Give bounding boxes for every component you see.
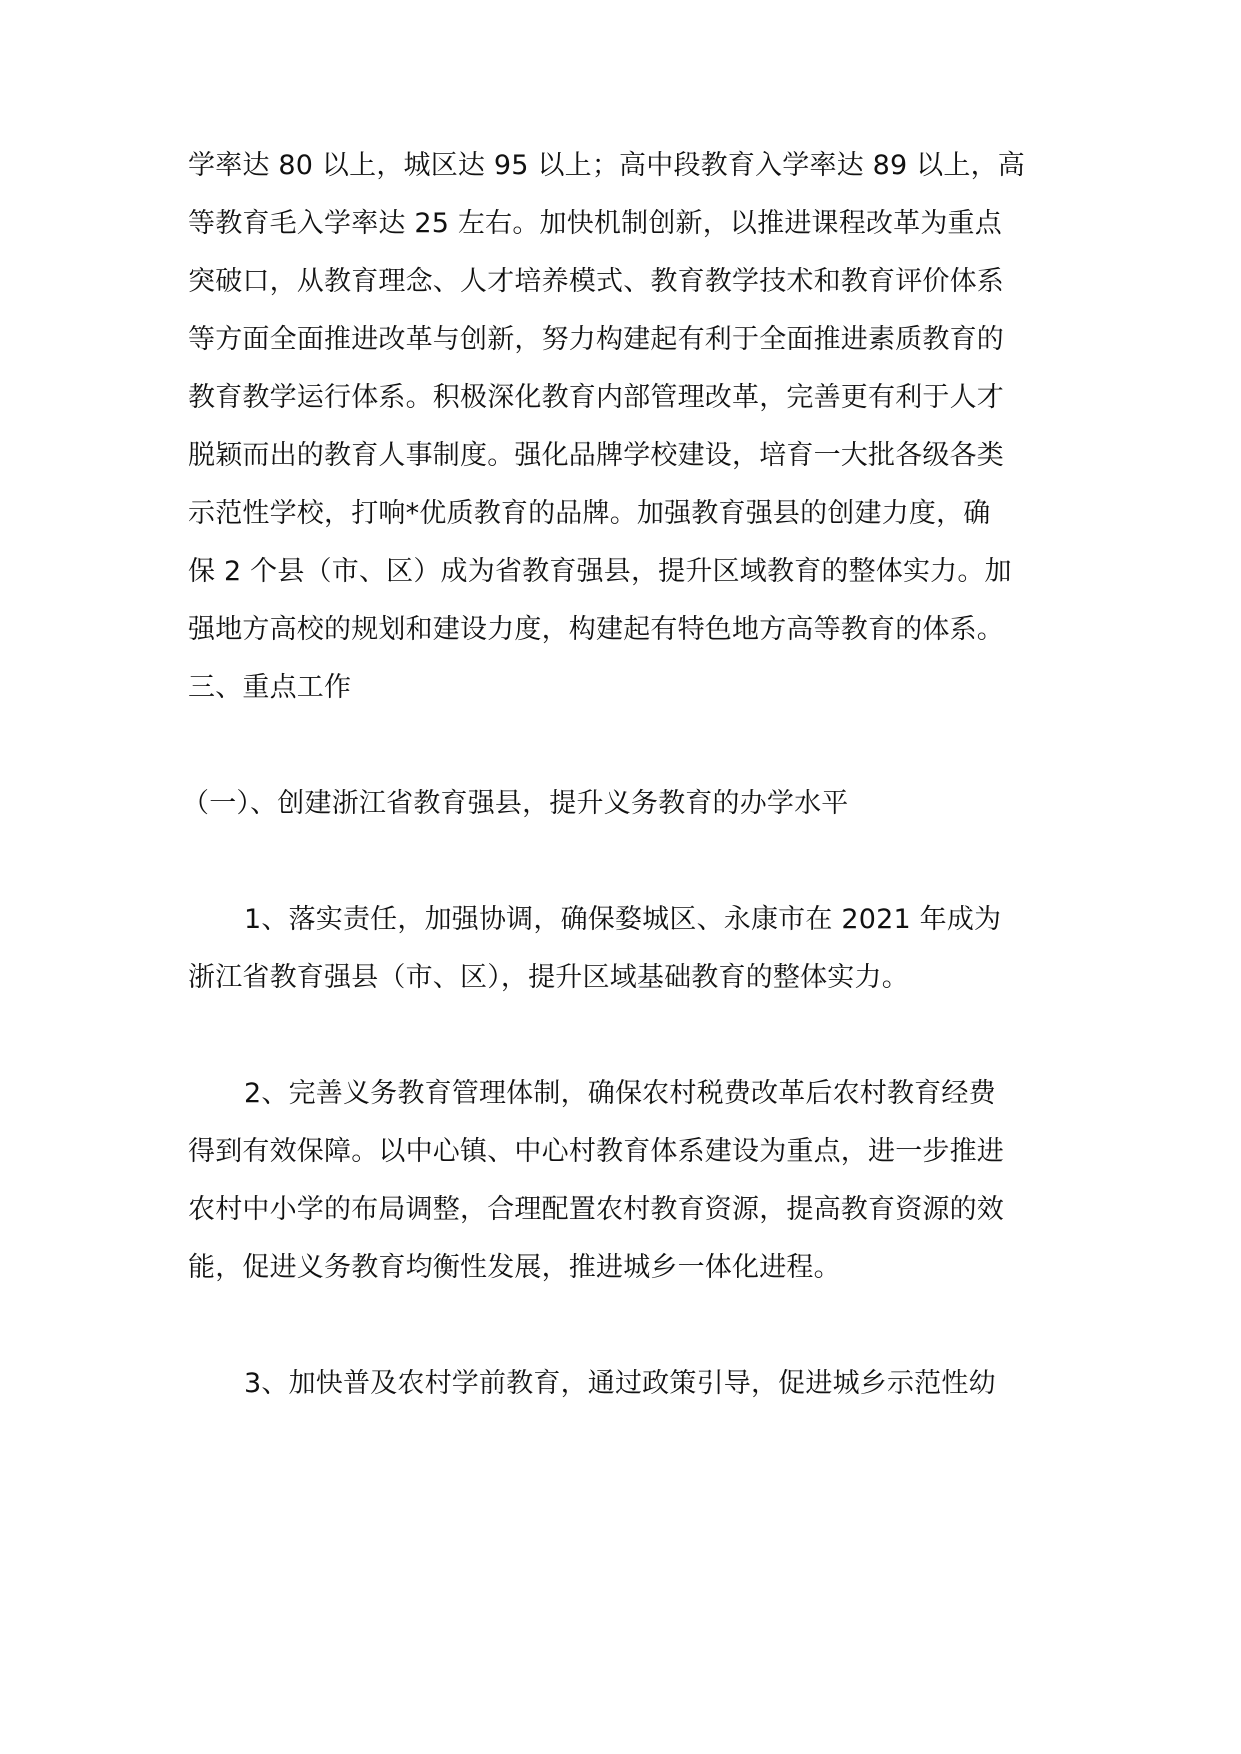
list-item-text: 2、完善义务教育管理体制，确保农村税费改革后农村教育经费 [244, 1078, 996, 1109]
body-text-line: 能，促进义务教育均衡性发展，推进城乡一体化进程。 [188, 1252, 841, 1283]
list-item-text: 3、加快普及农村学前教育，通过政策引导，促进城乡示范性幼 [244, 1368, 996, 1399]
body-text-line: 得到有效保障。以中心镇、中心村教育体系建设为重点，进一步推进 [188, 1136, 1004, 1167]
body-text-line: 教育教学运行体系。积极深化教育内部管理改革，完善更有利于人才 [188, 382, 1004, 413]
body-text-line: 等教育毛入学率达 25 左右。加快机制创新，以推进课程改革为重点 [188, 208, 1002, 239]
body-text-line: 学率达 80 以上，城区达 95 以上；高中段教育入学率达 89 以上，高 [188, 150, 1025, 181]
body-text-line: 保 2 个县（市、区）成为省教育强县，提升区域教育的整体实力。加 [188, 556, 1012, 587]
body-text-line: 农村中小学的布局调整，合理配置农村教育资源，提高教育资源的效 [188, 1194, 1004, 1225]
body-text-line: 强地方高校的规划和建设力度，构建起有特色地方高等教育的体系。 [188, 614, 1004, 645]
section-heading: 三、重点工作 [188, 672, 352, 703]
subsection-heading: （一）、创建浙江省教育强县，提升义务教育的办学水平 [182, 788, 849, 819]
body-text-line: 浙江省教育强县（市、区），提升区域基础教育的整体实力。 [188, 962, 909, 993]
body-text-line: 脱颖而出的教育人事制度。强化品牌学校建设，培育一大批各级各类 [188, 440, 1004, 471]
list-item-text: 1、落实责任，加强协调，确保婺城区、永康市在 2021 年成为 [244, 904, 1002, 935]
body-text-line: 等方面全面推进改革与创新，努力构建起有利于全面推进素质教育的 [188, 324, 1004, 355]
body-text-line: 突破口，从教育理念、人才培养模式、教育教学技术和教育评价体系 [188, 266, 1004, 297]
body-text-line: 示范性学校，打响*优质教育的品牌。加强教育强县的创建力度，确 [188, 498, 991, 529]
